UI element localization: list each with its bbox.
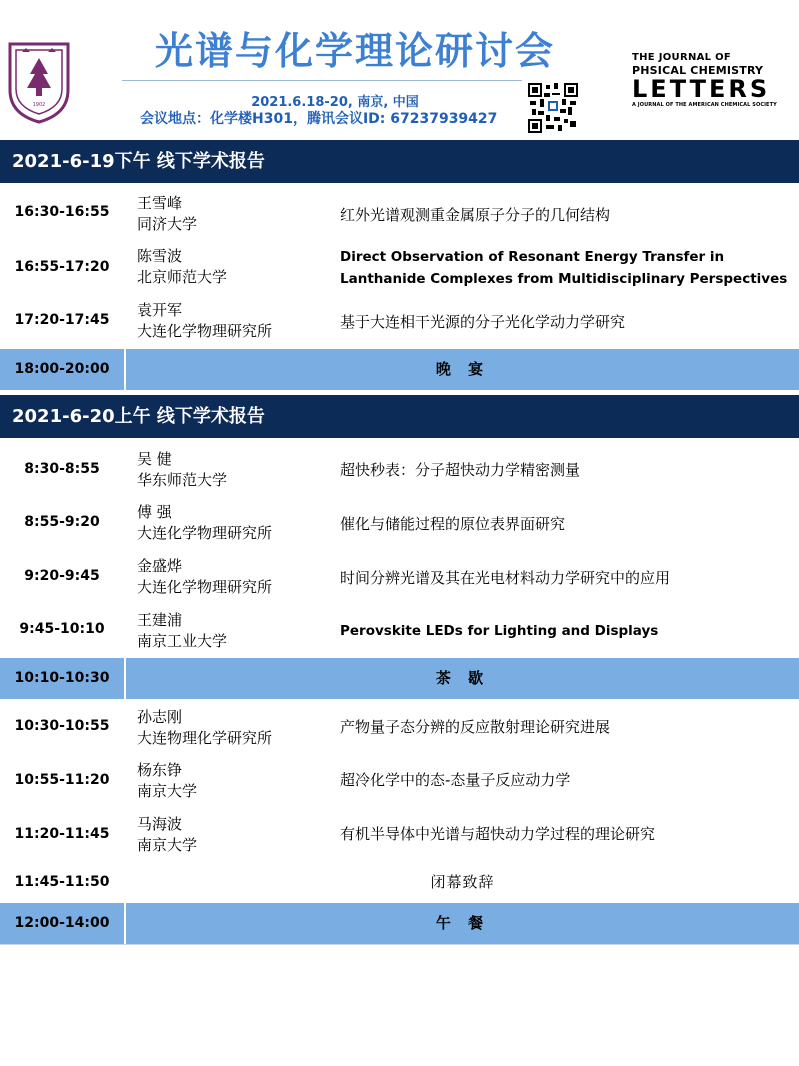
session-time: 8:30-8:55 xyxy=(24,461,100,477)
talk-title: 产物量子态分辨的反应散射理论研究进展 xyxy=(340,718,611,736)
break-label: 茶 歇 xyxy=(435,669,490,687)
session-time: 16:30-16:55 xyxy=(14,204,110,220)
conference-date-location: 2021.6.18-20, 南京, 中国 xyxy=(251,95,419,110)
section-header-day2: 2021-6-20上午 线下学术报告 xyxy=(0,395,799,438)
speaker-affiliation: 大连化学物理研究所 xyxy=(137,578,273,596)
journal-line-3: LETTERS xyxy=(632,75,771,103)
session-time: 9:45-10:10 xyxy=(19,621,105,637)
closing-time: 11:45-11:50 xyxy=(14,874,110,890)
break-label: 午 餐 xyxy=(435,914,490,932)
session-time: 10:55-11:20 xyxy=(14,772,110,788)
talk-title: 红外光谱观测重金属原子分子的几何结构 xyxy=(340,206,611,224)
talk-title: Perovskite LEDs for Lighting and Displays xyxy=(340,623,659,639)
speaker-name: 吴 健 xyxy=(137,450,172,468)
talk-title: 催化与储能过程的原位表界面研究 xyxy=(340,515,566,533)
session-time: 10:30-10:55 xyxy=(14,718,110,734)
table-row xyxy=(0,556,799,600)
table-row xyxy=(0,449,799,493)
speaker-name: 王建浦 xyxy=(137,611,183,629)
jpcl-journal-logo xyxy=(632,52,797,109)
speaker-affiliation: 北京师范大学 xyxy=(137,268,228,286)
speaker-name: 金盛烨 xyxy=(137,557,183,575)
break-row-tea xyxy=(0,658,799,699)
table-row xyxy=(0,246,799,290)
closing-row xyxy=(0,866,799,898)
session-time: 16:55-17:20 xyxy=(14,259,110,275)
talk-title: 有机半导体中光谱与超快动力学过程的理论研究 xyxy=(340,825,656,843)
break-label: 晚 宴 xyxy=(435,360,490,378)
speaker-affiliation: 南京工业大学 xyxy=(137,632,228,650)
speaker-name: 马海波 xyxy=(137,815,183,833)
session-time: 11:20-11:45 xyxy=(14,826,110,842)
speaker-name: 袁开军 xyxy=(137,301,183,319)
section-header-day1: 2021-6-19下午 线下学术报告 xyxy=(0,140,799,183)
speaker-name: 傅 强 xyxy=(137,503,172,521)
break-time: 10:10-10:30 xyxy=(14,670,110,686)
talk-title: 超快秒表：分子超快动力学精密测量 xyxy=(340,461,581,479)
speaker-affiliation: 南京大学 xyxy=(137,836,198,854)
table-row xyxy=(0,707,799,751)
nanjing-university-logo xyxy=(6,40,72,124)
journal-line-1: THE JOURNAL OF xyxy=(632,52,732,63)
speaker-name: 王雪峰 xyxy=(137,194,183,212)
table-row xyxy=(0,610,799,654)
title-divider xyxy=(122,80,522,81)
speaker-affiliation: 大连化学物理研究所 xyxy=(137,524,273,542)
break-row-dinner xyxy=(0,349,799,390)
speaker-name: 杨东铮 xyxy=(137,761,183,779)
table-bottom-rule xyxy=(0,944,799,945)
svg-text:1902: 1902 xyxy=(32,102,46,108)
talk-title: 基于大连相干光源的分子光化学动力学研究 xyxy=(340,313,626,331)
speaker-affiliation: 大连物理化学研究所 xyxy=(137,729,273,747)
speaker-name: 孙志刚 xyxy=(137,708,183,726)
speaker-affiliation: 大连化学物理研究所 xyxy=(137,322,273,340)
talk-title-line-1: Direct Observation of Resonant Energy Transfer in xyxy=(340,249,725,265)
speaker-affiliation: 南京大学 xyxy=(137,782,198,800)
header xyxy=(0,0,799,138)
speaker-affiliation: 同济大学 xyxy=(137,215,198,233)
break-row-lunch xyxy=(0,903,799,944)
qr-code-icon xyxy=(528,83,578,133)
session-time: 17:20-17:45 xyxy=(14,312,110,328)
conference-title: 光谱与化学理论研讨会 xyxy=(154,29,555,73)
session-time: 9:20-9:45 xyxy=(24,568,100,584)
break-time: 18:00-20:00 xyxy=(14,361,110,377)
table-row xyxy=(0,760,799,804)
journal-line-4: A JOURNAL OF THE AMERICAN CHEMICAL SOCIETY xyxy=(632,102,777,108)
conference-venue: 会议地点：化学楼H301，腾讯会议ID: 67237939427 xyxy=(140,111,498,127)
speaker-name: 陈雪波 xyxy=(137,247,183,265)
table-row xyxy=(0,193,799,237)
break-time: 12:00-14:00 xyxy=(14,915,110,931)
table-row xyxy=(0,300,799,344)
table-row xyxy=(0,814,799,858)
journal-line-2: PHSICAL CHEMISTRY xyxy=(632,64,764,77)
table-row xyxy=(0,502,799,546)
speaker-affiliation: 华东师范大学 xyxy=(137,471,228,489)
talk-title: 超冷化学中的态-态量子反应动力学 xyxy=(340,771,571,789)
talk-title-line-2: Lanthanide Complexes from Multidisciplinary Perspectives xyxy=(340,271,788,287)
closing-label: 闭幕致辞 xyxy=(430,873,495,891)
talk-title: 时间分辨光谱及其在光电材料动力学研究中的应用 xyxy=(340,569,671,587)
session-time: 8:55-9:20 xyxy=(24,514,100,530)
